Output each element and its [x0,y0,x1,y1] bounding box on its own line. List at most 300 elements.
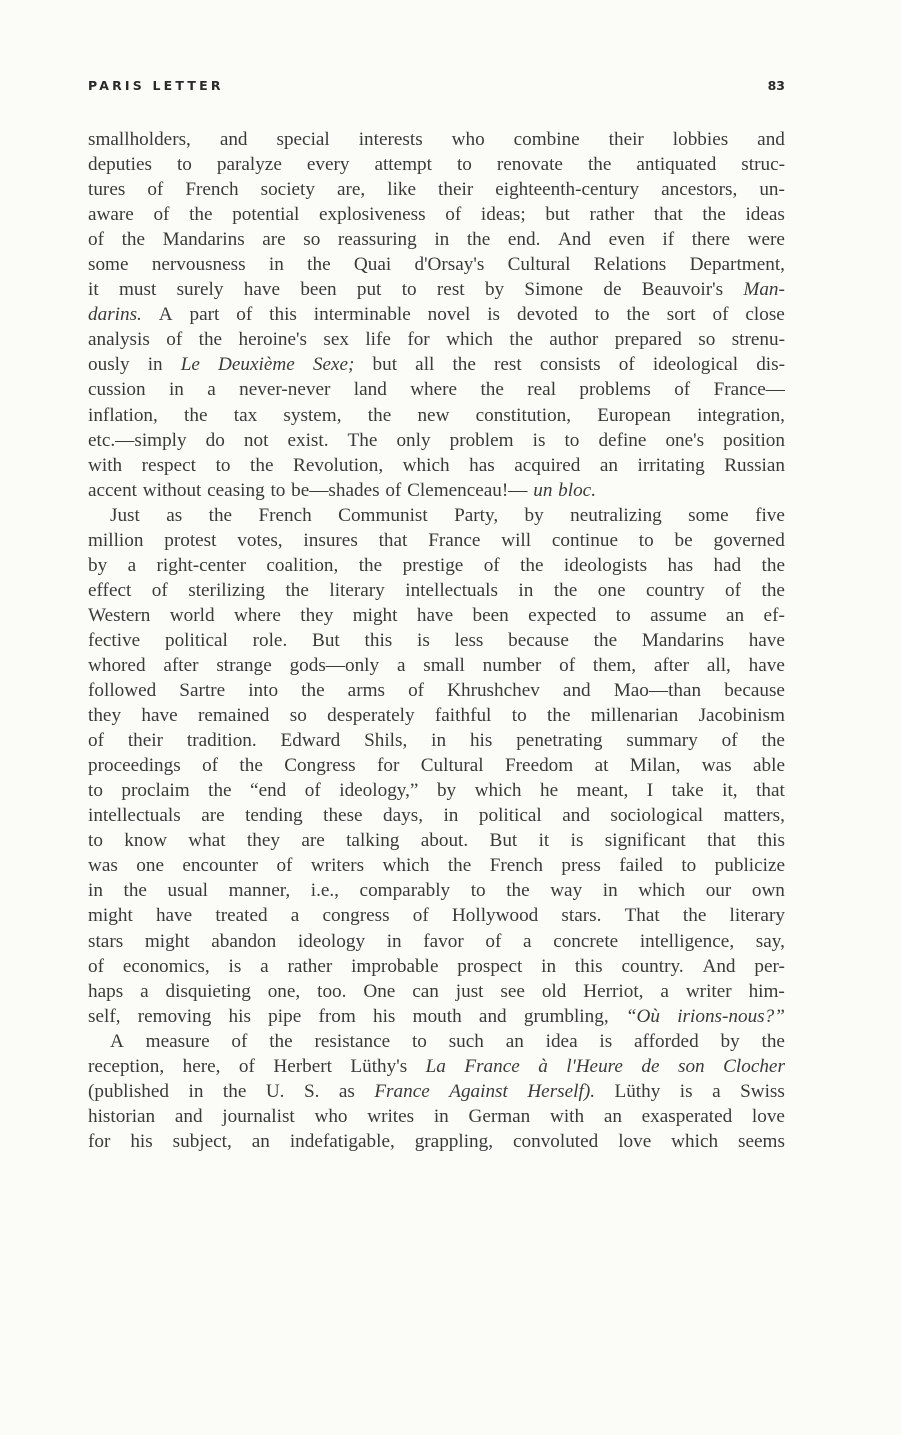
word: the [553,579,578,601]
word: A [110,1030,124,1052]
word: a [290,905,300,927]
word: author [549,329,599,351]
italic-word: Deuxième [218,354,295,376]
word: votes, [237,529,283,551]
word: part [189,304,220,326]
word: after [163,654,199,676]
word: have [155,905,193,927]
word: just [455,980,484,1002]
word: ideology [297,930,366,952]
word: Khrushchev [447,680,540,702]
word: our [705,880,732,902]
word: of [721,730,738,752]
word: the [367,404,392,426]
word: combine [513,129,580,150]
text-line [88,528,785,553]
word: these [323,805,363,827]
word: afforded [634,1030,699,1052]
text-line [88,703,785,728]
word: nervousness [151,254,246,276]
word: heroine's [238,329,307,351]
word: the [447,855,472,877]
word: but [545,204,570,226]
word: to [401,279,417,301]
italic-word: un [533,479,553,501]
word: and [478,1005,507,1027]
word: treated [215,905,268,927]
word: interests [358,129,423,150]
word: Lüthy's [350,1055,408,1077]
word: aware [88,204,134,226]
word: the [123,880,147,902]
word: less [454,629,484,651]
text-line [88,628,785,653]
italic-word: de [641,1055,660,1077]
word: system, [283,404,342,426]
word: one [136,855,164,877]
word: insures [303,529,358,551]
italic-word: France [374,1080,430,1102]
word: this [757,830,785,852]
word: explosiveness [319,204,426,226]
word: ideologists [563,554,648,576]
word: are [201,805,225,827]
italic-word: “Où [625,1005,660,1027]
word: where [410,379,458,401]
word: and [757,129,785,150]
word: to [456,154,472,176]
word: political [478,805,542,827]
word: failed [619,855,663,877]
word: concrete [553,930,619,952]
word: might [88,905,133,927]
word: tending [245,805,303,827]
word: intellectuals [405,579,498,601]
text-line [88,878,785,903]
word: position [723,429,785,451]
word: in [431,730,447,752]
word: have [748,629,785,651]
word: own [751,880,785,902]
word: Congress [284,755,356,777]
word: rest [436,279,465,301]
word: comparably [359,880,451,902]
word: special [276,129,330,150]
word: economics, [122,955,210,977]
word: (published [88,1080,170,1102]
word: etc.—simply [88,429,187,451]
word: Communist [338,504,428,526]
word: the [466,229,491,251]
word: the [121,229,146,251]
word: of [483,554,500,576]
word: Mandarins [162,229,245,251]
word: talking [346,830,400,852]
word: a [260,955,269,977]
word: strenu- [731,329,785,351]
italic-word: darins. [88,304,142,326]
word: Mandarins [641,629,724,651]
word: ously [88,354,130,376]
word: as [166,504,183,526]
word: fective [88,629,141,651]
word: governed [713,529,785,551]
word: antiquated [636,154,717,176]
word: have [416,604,454,626]
italic-word: à [538,1055,548,1077]
word: lobbies [672,129,729,150]
word: smallholders, [88,129,191,150]
word: of [238,1055,255,1077]
word: in [443,805,459,827]
word: mouth [412,1005,462,1027]
word: their [438,179,474,201]
word: A [158,304,173,326]
word: him- [748,980,785,1002]
word: ancestors, [661,179,738,201]
word: what [188,830,226,852]
word: sex [323,329,349,351]
word: the [452,354,476,376]
word: the [761,579,785,601]
word: subject, [172,1130,232,1152]
word: whored [88,654,146,676]
word: convoluted [512,1130,599,1152]
word: the [184,404,208,426]
word: ideas; [480,204,526,226]
text-line [88,653,785,678]
word: Milan, [629,755,681,777]
word: disquieting [165,980,251,1002]
word: attempt [374,154,432,176]
word: might [352,604,398,626]
word: world [169,604,215,626]
word: tradition. [186,730,257,752]
word: who [451,129,485,150]
word: of [153,204,170,226]
word: rather [287,955,333,977]
word: literary [729,905,785,927]
word: in [147,354,163,376]
word: grumbling, [523,1005,609,1027]
word: seems [738,1130,785,1152]
word: deputies [88,154,152,176]
word: prospect [457,955,523,977]
word: has [667,554,694,576]
word: the [587,154,612,176]
word: love [751,1105,785,1127]
word: usual [167,880,209,902]
italic-word: La [425,1055,446,1077]
word: for [407,329,430,351]
text-line [88,478,785,503]
word: all [415,354,435,376]
word: ideology,” [339,780,419,802]
word: been [472,604,509,626]
word: by [524,504,544,526]
word: that [756,780,785,802]
word: removing [137,1005,212,1027]
word: of [618,354,635,376]
word: this [574,955,603,977]
word: is [679,1080,693,1102]
word: S. [303,1080,320,1102]
word: stars. [561,905,602,927]
word: stars [88,930,124,952]
word: in [518,579,534,601]
text-line [88,728,785,753]
word: Relations [593,254,667,276]
word: be—shades [291,479,380,501]
word: of [166,329,183,351]
word: might [144,930,190,952]
word: Sartre [179,680,226,702]
word: haps [88,980,124,1002]
word: to [564,429,580,451]
word: struc- [741,154,785,176]
word: writer [685,980,732,1002]
word: Mao—than [613,680,702,702]
word: are, [337,179,366,201]
word: tax [233,404,258,426]
word: million [88,529,144,551]
word: French [258,504,312,526]
text-line [88,177,785,202]
word: to [511,705,527,727]
text-line [88,453,785,478]
word: de [603,279,622,301]
word: who [314,1105,348,1127]
word: his [228,1005,251,1027]
word: to [594,304,610,326]
word: with [88,454,123,476]
word: never-never [239,379,331,401]
text-line [88,227,785,252]
word: of [445,204,462,226]
word: cussion [88,379,146,401]
italic-word: Man- [743,279,785,301]
word: Western [88,604,151,626]
word: improbable [351,955,439,977]
word: in [434,229,450,251]
word: and [219,129,248,150]
word: interminable [313,304,411,326]
word: literary [329,579,385,601]
word: congress [322,905,390,927]
word: an [251,1130,270,1152]
word: his [373,1005,396,1027]
text-line [88,678,785,703]
word: must [118,279,157,301]
text-line [88,578,785,603]
word: this [269,304,297,326]
word: not [243,429,269,451]
word: sterilizing [188,579,265,601]
word: the [285,579,309,601]
word: of [385,479,402,501]
word: the [269,1030,293,1052]
text-line [88,803,785,828]
word: Edward [280,730,341,752]
word: paralyze [216,154,282,176]
word: in [168,379,184,401]
word: a [127,554,137,576]
word: from [318,1005,356,1027]
word: of [88,730,104,752]
word: that [378,529,408,551]
word: if [662,229,675,251]
word: reception, [88,1055,165,1077]
word: Jacobinism [698,705,785,727]
word: that [653,204,683,226]
word: faithful [434,705,492,727]
word: ideological [652,354,739,376]
word: an [599,454,618,476]
word: assume [650,604,707,626]
word: every [306,154,350,176]
word: the [301,680,325,702]
text-line [88,127,785,152]
word: and [562,680,591,702]
word: of [231,1030,248,1052]
word: to [681,855,697,877]
word: at [594,755,609,777]
word: of [147,179,164,201]
text-line [88,979,785,1004]
word: penetrating [516,730,603,752]
word: it [88,279,99,301]
word: right-center [156,554,246,576]
word: German [468,1105,531,1127]
word: the [239,755,263,777]
word: was [701,755,732,777]
word: society [260,179,315,201]
word: he [540,780,559,802]
word: all, [706,654,731,676]
word: which [382,855,430,877]
word: some [688,504,729,526]
word: Simone [524,279,584,301]
word: after [653,654,690,676]
word: see [500,980,525,1002]
word: the [626,304,650,326]
word: abandon [211,930,277,952]
word: That [624,905,660,927]
word: only [396,429,431,451]
italic-word: l'Heure [566,1055,623,1077]
word: sociological [610,805,704,827]
word: U. [265,1080,285,1102]
word: like [387,179,417,201]
word: know [124,830,167,852]
text-line [88,929,785,954]
word: the [198,329,223,351]
word: is [532,429,546,451]
word: exasperated [641,1105,733,1127]
word: rest [494,354,522,376]
word: Cultural [507,254,571,276]
word: writers [310,855,365,877]
word: define [598,429,647,451]
text-line [88,753,785,778]
word: Department, [689,254,785,276]
word: self, [88,1005,121,1027]
word: by [436,780,457,802]
word: the [761,1030,785,1052]
word: of [88,229,104,251]
word: it, [722,780,738,802]
word: intelligence, [639,930,735,952]
text-line [88,603,785,628]
word: so [303,229,321,251]
word: ef- [763,604,785,626]
word: such [448,1030,484,1052]
word: be [674,529,693,551]
text-line [88,302,785,327]
word: novel [427,304,471,326]
word: Just [110,504,140,526]
italic-word: bloc. [558,479,596,501]
word: way [550,880,583,902]
word: of [151,579,168,601]
word: to [615,604,631,626]
word: can [412,980,439,1002]
word: which [446,329,494,351]
word: in [541,955,557,977]
word: for [377,755,400,777]
word: the [702,204,726,226]
word: millenarian [590,705,679,727]
italic-word: Clocher [723,1055,785,1077]
word: pipe [268,1005,302,1027]
word: respect [141,454,197,476]
word: desperately [327,705,415,727]
word: France— [713,379,785,401]
word: been [300,279,337,301]
word: without [142,479,202,501]
word: as [338,1080,355,1102]
word: Herbert [273,1055,332,1077]
word: protest [164,529,217,551]
running-title: PARIS LETTER [88,78,224,93]
word: But [489,830,518,852]
word: devoted [516,304,578,326]
word: coalition, [266,554,339,576]
word: of [202,755,219,777]
word: a [660,980,669,1002]
word: an [505,1030,524,1052]
word: an [726,604,745,626]
word: was [88,855,118,877]
word: And [557,229,592,251]
word: the [358,554,383,576]
word: they [88,705,122,727]
word: per- [754,955,785,977]
word: to [270,479,286,501]
word: which [671,1130,719,1152]
word: say, [755,930,785,952]
italic-word: France [464,1055,520,1077]
word: have [243,279,281,301]
word: eighteenth-century [495,179,640,201]
italic-word: irions-nous?” [677,1005,785,1027]
word: remained [198,705,270,727]
word: of [236,304,253,326]
word: idea [545,1030,578,1052]
word: they [246,830,280,852]
word: with [549,1105,585,1127]
word: a [207,379,216,401]
